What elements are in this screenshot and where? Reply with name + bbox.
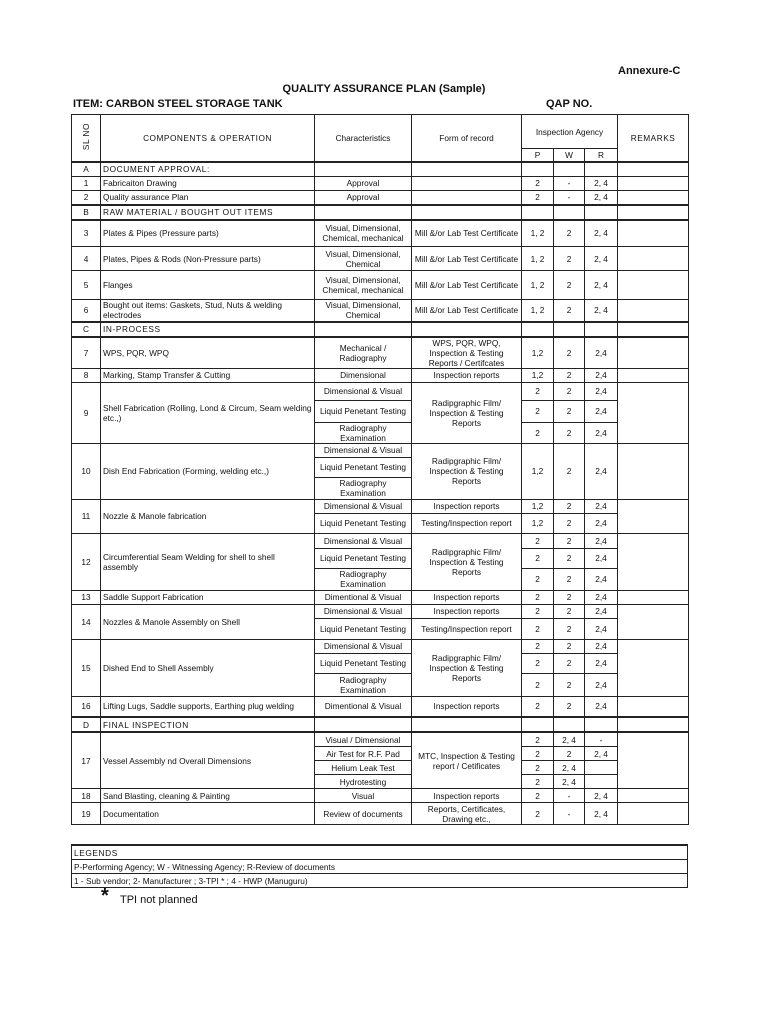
characteristics-cell: Approval	[315, 190, 412, 205]
record-cell: Radipgraphic Film/ Inspection & Testing Reports	[412, 443, 522, 499]
empty-cell	[315, 162, 412, 177]
qap-table	[71, 114, 689, 825]
col-w: W	[554, 149, 585, 162]
empty-cell	[315, 205, 412, 220]
characteristics-cell: Approval	[315, 176, 412, 190]
characteristics-cell: Liquid Penetant Testing	[315, 513, 412, 533]
record-cell: Inspection reports	[412, 789, 522, 803]
table-row	[72, 533, 689, 548]
col-sl-no: SL NO	[72, 115, 101, 162]
remarks-cell	[618, 803, 689, 825]
table-row	[72, 499, 689, 513]
section-label: IN-PROCESS	[101, 322, 315, 337]
p-cell: 2	[522, 590, 554, 604]
record-cell: Inspection reports	[412, 696, 522, 717]
p-cell: 2	[522, 190, 554, 205]
characteristics-cell: Liquid Penetant Testing	[315, 618, 412, 639]
characteristics-cell: Visual, Dimensional, Chemical	[315, 300, 412, 322]
remarks-cell	[618, 337, 689, 369]
characteristics-cell: Helium Leak Test	[315, 761, 412, 775]
characteristics-cell: Visual, Dimensional, Chemical	[315, 247, 412, 271]
w-cell: 2	[554, 499, 585, 513]
record-cell: Radipgraphic Film/ Inspection & Testing Reports	[412, 639, 522, 696]
legend-line-agencies: P-Performing Agency; W - Witnessing Agency; R-Review of documents	[72, 860, 688, 874]
table-row	[72, 382, 689, 400]
section-id: D	[72, 717, 101, 732]
remarks-cell	[618, 443, 689, 499]
w-cell: 2	[554, 400, 585, 422]
r-cell: 2, 4	[585, 271, 618, 300]
component-cell: Saddle Support Fabrication	[101, 590, 315, 604]
empty-cell	[618, 717, 689, 732]
empty-cell	[412, 162, 522, 177]
col-p: P	[522, 149, 554, 162]
remarks-cell	[618, 271, 689, 300]
table-row	[72, 696, 689, 717]
table-row	[72, 803, 689, 825]
table-row	[72, 789, 689, 803]
section-label: FINAL INSPECTION	[101, 717, 315, 732]
record-cell: Inspection reports	[412, 499, 522, 513]
record-cell: Reports, Certificates, Drawing etc.,	[412, 803, 522, 825]
r-cell: 2,4	[585, 337, 618, 369]
component-cell: Bought out items: Gaskets, Stud, Nuts & welding electrodes	[101, 300, 315, 322]
section-label: DOCUMENT APPROVAL:	[101, 162, 315, 177]
p-cell: 2	[522, 789, 554, 803]
r-cell: 2,4	[585, 499, 618, 513]
w-cell: 2, 4	[554, 761, 585, 775]
remarks-cell	[618, 499, 689, 533]
section-row	[72, 717, 689, 732]
section-row	[72, 322, 689, 337]
r-cell: 2,4	[585, 422, 618, 443]
record-cell: Radipgraphic Film/ Inspection & Testing Reports	[412, 382, 522, 443]
w-cell: 2	[554, 368, 585, 382]
empty-cell	[554, 717, 585, 732]
p-cell: 1,2	[522, 337, 554, 369]
characteristics-cell: Visual	[315, 789, 412, 803]
record-cell: Mill &/or Lab Test Certificate	[412, 247, 522, 271]
document-title: QUALITY ASSURANCE PLAN (Sample)	[282, 83, 486, 95]
table-row	[72, 604, 689, 618]
characteristics-cell: Mechanical / Radiography	[315, 337, 412, 369]
footnote-text: TPI not planned	[120, 894, 198, 906]
r-cell: 2,4	[585, 548, 618, 568]
remarks-cell	[618, 789, 689, 803]
p-cell: 1,2	[522, 368, 554, 382]
component-cell: Fabricaiton Drawing	[101, 176, 315, 190]
record-cell: Inspection reports	[412, 604, 522, 618]
remarks-cell	[618, 382, 689, 443]
w-cell: 2	[554, 747, 585, 761]
legend-line-parties: 1 - Sub vendor; 2- Manufacturer ; 3-TPI * ; 4 - HWP (Manuguru)	[72, 874, 688, 888]
characteristics-cell: Dimensional & Visual	[315, 443, 412, 457]
component-cell: Nozzle & Manole fabrication	[101, 499, 315, 533]
p-cell: 2	[522, 696, 554, 717]
record-cell: MTC, Inspection & Testing report / Cetificates	[412, 732, 522, 789]
sl-no-cell: 9	[72, 382, 101, 443]
table-row	[72, 337, 689, 369]
characteristics-cell: Dimensional & Visual	[315, 533, 412, 548]
r-cell: 2,4	[585, 673, 618, 696]
r-cell: 2,4	[585, 604, 618, 618]
r-cell: 2, 4	[585, 300, 618, 322]
record-cell: Radipgraphic Film/ Inspection & Testing Reports	[412, 533, 522, 590]
sl-no-cell: 12	[72, 533, 101, 590]
characteristics-cell: Liquid Penetant Testing	[315, 653, 412, 673]
record-cell: Mill &/or Lab Test Certificate	[412, 220, 522, 247]
sl-no-cell: 15	[72, 639, 101, 696]
empty-cell	[522, 717, 554, 732]
r-cell: 2,4	[585, 696, 618, 717]
component-cell: Shell Fabrication (Rolling, Lond & Circum, Seam welding etc.,)	[101, 382, 315, 443]
col-remarks: REMARKS	[618, 115, 689, 162]
remarks-cell	[618, 368, 689, 382]
remarks-cell	[618, 639, 689, 696]
section-row	[72, 162, 689, 177]
sl-no-cell: 5	[72, 271, 101, 300]
r-cell: 2,4	[585, 513, 618, 533]
record-cell: Testing/Inspection report	[412, 618, 522, 639]
r-cell	[585, 775, 618, 789]
characteristics-cell: Radiography Examination	[315, 568, 412, 590]
p-cell: 2	[522, 653, 554, 673]
r-cell: 2,4	[585, 382, 618, 400]
table-row	[72, 368, 689, 382]
p-cell: 2	[522, 775, 554, 789]
component-cell: Marking, Stamp Transfer & Cutting	[101, 368, 315, 382]
p-cell: 1,2	[522, 499, 554, 513]
w-cell: 2	[554, 639, 585, 653]
component-cell: Plates & Pipes (Pressure parts)	[101, 220, 315, 247]
component-cell: Lifting Lugs, Saddle supports, Earthing plug welding	[101, 696, 315, 717]
record-cell: Mill &/or Lab Test Certificate	[412, 300, 522, 322]
r-cell: 2, 4	[585, 803, 618, 825]
characteristics-cell: Liquid Penetant Testing	[315, 457, 412, 477]
table-row	[72, 190, 689, 205]
item-label: ITEM: CARBON STEEL STORAGE TANK	[73, 98, 283, 110]
p-cell: 2	[522, 400, 554, 422]
component-cell: Documentation	[101, 803, 315, 825]
table-row	[72, 732, 689, 747]
sl-no-cell: 11	[72, 499, 101, 533]
empty-cell	[554, 205, 585, 220]
component-cell: Circumferential Seam Welding for shell to shell assembly	[101, 533, 315, 590]
r-cell: -	[585, 732, 618, 747]
r-cell: 2, 4	[585, 247, 618, 271]
characteristics-cell: Visual / Dimensional	[315, 732, 412, 747]
p-cell: 2	[522, 639, 554, 653]
empty-cell	[412, 205, 522, 220]
p-cell: 2	[522, 803, 554, 825]
w-cell: -	[554, 176, 585, 190]
w-cell: 2	[554, 618, 585, 639]
col-components: COMPONENTS & OPERATION	[101, 115, 315, 162]
w-cell: 2	[554, 422, 585, 443]
r-cell: 2,4	[585, 590, 618, 604]
empty-cell	[585, 162, 618, 177]
r-cell: 2,4	[585, 368, 618, 382]
characteristics-cell: Visual, Dimensional, Chemical, mechanical	[315, 271, 412, 300]
table-row	[72, 220, 689, 247]
characteristics-cell: Review of documents	[315, 803, 412, 825]
sl-no-cell: 2	[72, 190, 101, 205]
component-cell: Plates, Pipes & Rods (Non-Pressure parts)	[101, 247, 315, 271]
remarks-cell	[618, 604, 689, 639]
r-cell: 2,4	[585, 639, 618, 653]
p-cell: 2	[522, 673, 554, 696]
table-row	[72, 443, 689, 457]
w-cell: 2, 4	[554, 775, 585, 789]
r-cell	[585, 761, 618, 775]
p-cell: 2	[522, 548, 554, 568]
record-cell: Testing/Inspection report	[412, 513, 522, 533]
section-label: RAW MATERIAL / BOUGHT OUT ITEMS	[101, 205, 315, 220]
legend-table	[71, 844, 688, 888]
sl-no-cell: 13	[72, 590, 101, 604]
sl-no-cell: 19	[72, 803, 101, 825]
characteristics-cell: Dimentional & Visual	[315, 696, 412, 717]
empty-cell	[522, 205, 554, 220]
empty-cell	[554, 322, 585, 337]
remarks-cell	[618, 190, 689, 205]
remarks-cell	[618, 176, 689, 190]
remarks-cell	[618, 590, 689, 604]
characteristics-cell: Dimensional & Visual	[315, 499, 412, 513]
p-cell: 2	[522, 176, 554, 190]
w-cell: -	[554, 803, 585, 825]
empty-cell	[412, 717, 522, 732]
w-cell: 2	[554, 590, 585, 604]
p-cell: 2	[522, 732, 554, 747]
sl-no-cell: 7	[72, 337, 101, 369]
r-cell: 2,4	[585, 568, 618, 590]
r-cell: 2,4	[585, 653, 618, 673]
component-cell: Quality assurance Plan	[101, 190, 315, 205]
p-cell: 2	[522, 533, 554, 548]
table-row	[72, 300, 689, 322]
w-cell: 2	[554, 443, 585, 499]
remarks-cell	[618, 247, 689, 271]
empty-cell	[554, 162, 585, 177]
section-id: A	[72, 162, 101, 177]
section-row	[72, 205, 689, 220]
record-cell: Inspection reports	[412, 590, 522, 604]
table-row	[72, 176, 689, 190]
component-cell: Vessel Assembly nd Overall Dimensions	[101, 732, 315, 789]
sl-no-cell: 1	[72, 176, 101, 190]
w-cell: 2	[554, 533, 585, 548]
characteristics-cell: Dimensional & Visual	[315, 382, 412, 400]
sl-no-cell: 18	[72, 789, 101, 803]
r-cell: 2,4	[585, 443, 618, 499]
characteristics-cell: Radiography Examination	[315, 673, 412, 696]
r-cell: 2,4	[585, 533, 618, 548]
empty-cell	[585, 205, 618, 220]
characteristics-cell: Visual, Dimensional, Chemical, mechanical	[315, 220, 412, 247]
component-cell: Sand Blasting, cleaning & Painting	[101, 789, 315, 803]
col-inspection-agency: Inspection Agency	[522, 115, 618, 149]
table-row	[72, 639, 689, 653]
characteristics-cell: Radiography Examination	[315, 422, 412, 443]
component-cell: Dished End to Shell Assembly	[101, 639, 315, 696]
characteristics-cell: Dimensional	[315, 368, 412, 382]
empty-cell	[315, 322, 412, 337]
col-r: R	[585, 149, 618, 162]
col-form-of-record: Form of record	[412, 115, 522, 162]
p-cell: 1, 2	[522, 247, 554, 271]
r-cell: 2, 4	[585, 220, 618, 247]
annexure-label: Annexure-C	[618, 65, 681, 77]
qap-number-label: QAP NO.	[546, 98, 593, 110]
empty-cell	[618, 162, 689, 177]
qap-table-body	[72, 162, 689, 825]
legend-title: LEGENDS	[72, 845, 688, 860]
p-cell: 1,2	[522, 513, 554, 533]
p-cell: 1,2	[522, 443, 554, 499]
empty-cell	[522, 322, 554, 337]
remarks-cell	[618, 533, 689, 590]
characteristics-cell: Air Test for R.F. Pad	[315, 747, 412, 761]
remarks-cell	[618, 300, 689, 322]
p-cell: 2	[522, 747, 554, 761]
section-id: B	[72, 205, 101, 220]
characteristics-cell: Liquid Penetant Testing	[315, 548, 412, 568]
w-cell: 2	[554, 300, 585, 322]
p-cell: 1, 2	[522, 300, 554, 322]
w-cell: 2	[554, 271, 585, 300]
record-cell	[412, 190, 522, 205]
sl-no-cell: 4	[72, 247, 101, 271]
component-cell: Nozzles & Manole Assembly on Shell	[101, 604, 315, 639]
w-cell: 2	[554, 673, 585, 696]
w-cell: 2	[554, 568, 585, 590]
characteristics-cell: Radiography Examination	[315, 477, 412, 499]
characteristics-cell: Dimentional & Visual	[315, 590, 412, 604]
p-cell: 2	[522, 568, 554, 590]
p-cell: 2	[522, 604, 554, 618]
characteristics-cell: Hydrotesting	[315, 775, 412, 789]
sl-no-cell: 6	[72, 300, 101, 322]
empty-cell	[585, 322, 618, 337]
table-row	[72, 271, 689, 300]
p-cell: 2	[522, 382, 554, 400]
w-cell: 2	[554, 513, 585, 533]
w-cell: 2	[554, 337, 585, 369]
w-cell: 2	[554, 382, 585, 400]
component-cell: Dish End Fabrication (Forming, welding etc.,)	[101, 443, 315, 499]
remarks-cell	[618, 220, 689, 247]
p-cell: 2	[522, 618, 554, 639]
w-cell: 2, 4	[554, 732, 585, 747]
r-cell: 2, 4	[585, 190, 618, 205]
empty-cell	[618, 205, 689, 220]
p-cell: 2	[522, 761, 554, 775]
record-cell: WPS, PQR, WPQ, Inspection & Testing Reports / Certifcates	[412, 337, 522, 369]
col-characteristics: Characteristics	[315, 115, 412, 162]
w-cell: 2	[554, 220, 585, 247]
sl-no-cell: 8	[72, 368, 101, 382]
w-cell: 2	[554, 548, 585, 568]
w-cell: 2	[554, 247, 585, 271]
w-cell: 2	[554, 604, 585, 618]
sl-no-cell: 3	[72, 220, 101, 247]
empty-cell	[522, 162, 554, 177]
footnote-star: *	[101, 885, 109, 907]
w-cell: 2	[554, 653, 585, 673]
r-cell: 2, 4	[585, 747, 618, 761]
sl-no-cell: 14	[72, 604, 101, 639]
r-cell: 2,4	[585, 400, 618, 422]
table-row	[72, 590, 689, 604]
sl-no-cell: 17	[72, 732, 101, 789]
component-cell: WPS, PQR, WPQ	[101, 337, 315, 369]
record-cell	[412, 176, 522, 190]
empty-cell	[585, 717, 618, 732]
p-cell: 2	[522, 422, 554, 443]
r-cell: 2,4	[585, 618, 618, 639]
remarks-cell	[618, 696, 689, 717]
w-cell: -	[554, 190, 585, 205]
w-cell: -	[554, 789, 585, 803]
r-cell: 2, 4	[585, 176, 618, 190]
empty-cell	[412, 322, 522, 337]
sl-no-cell: 16	[72, 696, 101, 717]
record-cell: Inspection reports	[412, 368, 522, 382]
table-row	[72, 247, 689, 271]
p-cell: 1, 2	[522, 220, 554, 247]
r-cell: 2, 4	[585, 789, 618, 803]
empty-cell	[618, 322, 689, 337]
characteristics-cell: Dimensional & Visual	[315, 604, 412, 618]
component-cell: Flanges	[101, 271, 315, 300]
w-cell: 2	[554, 696, 585, 717]
characteristics-cell: Liquid Penetant Testing	[315, 400, 412, 422]
empty-cell	[315, 717, 412, 732]
sl-no-cell: 10	[72, 443, 101, 499]
section-id: C	[72, 322, 101, 337]
characteristics-cell: Dimensional & Visual	[315, 639, 412, 653]
record-cell: Mill &/or Lab Test Certificate	[412, 271, 522, 300]
p-cell: 1, 2	[522, 271, 554, 300]
remarks-cell	[618, 732, 689, 789]
